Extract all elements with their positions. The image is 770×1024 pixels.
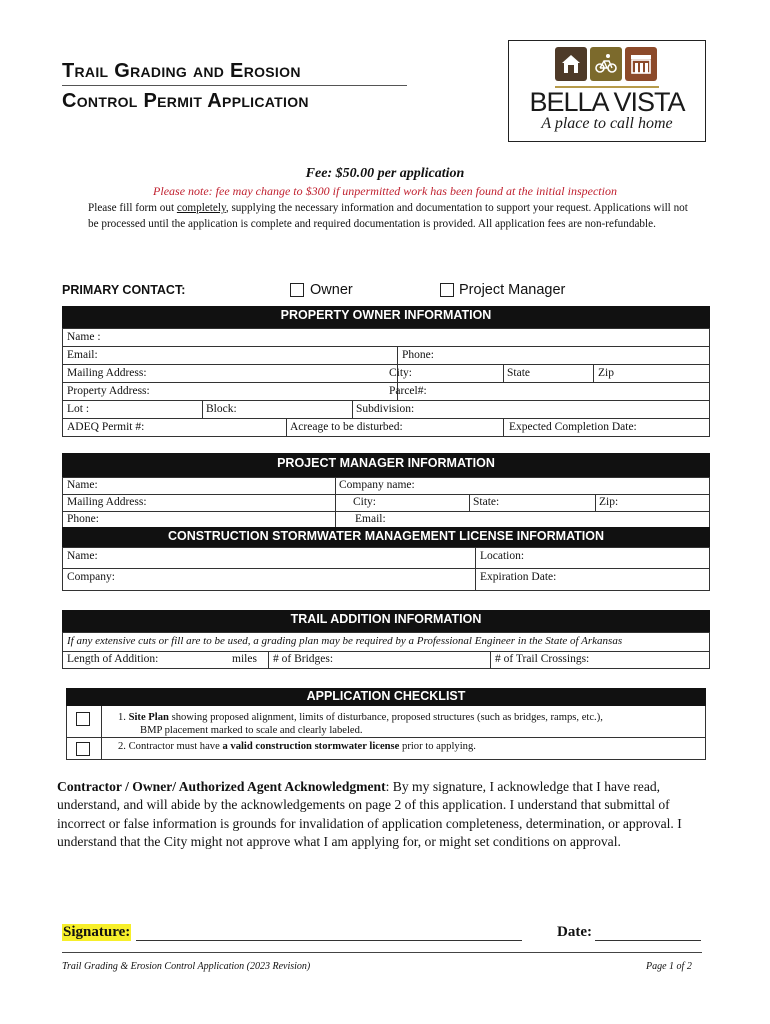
- date-label: Date:: [557, 924, 592, 940]
- pm-zip-field[interactable]: Zip:: [599, 496, 619, 508]
- logo-tagline: A place to call home: [541, 115, 673, 132]
- bella-vista-logo: [508, 40, 706, 142]
- fee-note: Please note: fee may change to $300 if unpermitted work has been found at the initial inspection: [153, 184, 617, 198]
- license-company-field[interactable]: Company:: [67, 571, 115, 583]
- owner-phone-field[interactable]: Phone:: [402, 349, 434, 361]
- checklist-site-plan-checkbox[interactable]: [76, 712, 90, 726]
- house-icon: [555, 47, 587, 81]
- bicycle-icon: [590, 47, 622, 81]
- owner-row-divider: [62, 400, 710, 401]
- owner-mailing-field[interactable]: Mailing Address:: [67, 367, 147, 379]
- pm-state-field[interactable]: State:: [473, 496, 500, 508]
- checklist-license-checkbox[interactable]: [76, 742, 90, 756]
- checklist-section-header: APPLICATION CHECKLIST: [66, 688, 706, 706]
- trail-col-divider: [268, 651, 269, 669]
- pm-row-divider: [62, 494, 710, 495]
- owner-adeq-field[interactable]: ADEQ Permit #:: [67, 421, 145, 433]
- checklist-item1-bold: Site Plan: [128, 712, 169, 723]
- storefront-icon: [625, 47, 657, 81]
- pm-col-divider: [335, 477, 336, 529]
- pm-col-divider: [469, 494, 470, 511]
- owner-subdivision-field[interactable]: Subdivision:: [356, 403, 415, 415]
- acknowledgment-text: : By my signature, I acknowledge that I have read, understand, and will abide by the acknowledgements on page 2 of this application. I understand that submittal of incorrect or false information is grounds for invalidation of application completeness, determination, or approval. I understand that the City might not approve what I am applying for, or might set conditions on approval.: [57, 779, 682, 850]
- fee-text: Fee: $50.00 per application: [305, 166, 465, 181]
- owner-checkbox-label: Owner: [310, 282, 353, 298]
- trail-row-divider: [62, 651, 710, 652]
- owner-col-divider: [352, 400, 353, 418]
- owner-completion-field[interactable]: Expected Completion Date:: [509, 421, 637, 433]
- owner-zip-field[interactable]: Zip: [598, 367, 614, 379]
- footer-page-number: Page 1 of 2: [646, 961, 692, 972]
- owner-col-divider: [286, 418, 287, 437]
- trail-section-header: TRAIL ADDITION INFORMATION: [62, 610, 710, 632]
- owner-row-divider: [62, 418, 710, 419]
- pm-phone-field[interactable]: Phone:: [67, 513, 99, 525]
- signature-line[interactable]: [136, 940, 522, 941]
- owner-name-field[interactable]: Name :: [67, 331, 101, 343]
- trail-miles-unit: miles: [232, 653, 257, 665]
- owner-row-divider: [62, 364, 710, 365]
- title-line-2: Control Permit Application: [62, 90, 309, 112]
- pm-mailing-field[interactable]: Mailing Address:: [67, 496, 147, 508]
- instructions-a: Please fill form out: [88, 202, 177, 214]
- pm-email-field[interactable]: Email:: [355, 513, 386, 525]
- owner-col-divider: [503, 418, 504, 437]
- pm-col-divider: [595, 494, 596, 511]
- trail-note: If any extensive cuts or fill are to be used, a grading plan may be required by a Professional Engineer in the State of Arkansas: [67, 635, 623, 647]
- title-divider: [62, 85, 407, 86]
- license-col-divider: [475, 547, 476, 591]
- owner-property-field[interactable]: Property Address:: [67, 385, 150, 397]
- license-section-header: CONSTRUCTION STORMWATER MANAGEMENT LICENSE INFORMATION: [62, 527, 710, 547]
- owner-col-divider: [593, 364, 594, 382]
- logo-name: BELLA VISTA: [529, 87, 685, 117]
- owner-block-field[interactable]: Block:: [206, 403, 237, 415]
- license-row-divider: [62, 568, 710, 569]
- owner-section-header: PROPERTY OWNER INFORMATION: [62, 306, 710, 328]
- owner-email-field[interactable]: Email:: [67, 349, 98, 361]
- acknowledgment-paragraph: [57, 778, 707, 852]
- owner-lot-field[interactable]: Lot :: [67, 403, 90, 415]
- license-table: [62, 547, 710, 591]
- checklist-col-divider: [101, 706, 102, 760]
- pm-city-field[interactable]: City:: [353, 496, 377, 508]
- owner-row-divider: [62, 382, 710, 383]
- footer-document-title: Trail Grading & Erosion Control Application (2023 Revision): [62, 961, 311, 972]
- license-location-field[interactable]: Location:: [480, 550, 525, 562]
- owner-city-field[interactable]: City:: [389, 367, 413, 379]
- owner-row-divider: [62, 346, 710, 347]
- trail-crossings-field[interactable]: # of Trail Crossings:: [495, 653, 590, 665]
- owner-acreage-field[interactable]: Acreage to be disturbed:: [290, 421, 403, 433]
- owner-state-field[interactable]: State: [507, 367, 530, 379]
- owner-parcel-field[interactable]: Parcel#:: [389, 385, 427, 397]
- pm-section-header: PROJECT MANAGER INFORMATION: [62, 453, 710, 477]
- instructions-b: , supplying the necessary information and documentation to support your request. Applications will not be processed until the application is complete and required documentation is provided. All application fees are non-refundable.: [88, 202, 688, 231]
- checklist-item2-bold: a valid construction stormwater license: [222, 741, 400, 752]
- primary-contact-label: PRIMARY CONTACT:: [62, 283, 186, 297]
- checklist-row-divider: [66, 737, 706, 738]
- trail-bridges-field[interactable]: # of Bridges:: [273, 653, 334, 665]
- logo-icons: [555, 47, 659, 85]
- owner-col-divider: [503, 364, 504, 382]
- title-line-1: Trail Grading and Erosion: [62, 60, 301, 82]
- project-manager-checkbox[interactable]: [440, 283, 454, 297]
- trail-length-field[interactable]: Length of Addition:: [67, 653, 159, 665]
- footer-divider: [62, 952, 702, 953]
- license-expiration-field[interactable]: Expiration Date:: [480, 571, 557, 583]
- project-manager-checkbox-label: Project Manager: [459, 282, 566, 298]
- acknowledgment-title: Contractor / Owner/ Authorized Agent Acknowledgment: [57, 779, 386, 794]
- checklist-item1-num: 1.: [118, 712, 129, 723]
- owner-checkbox[interactable]: [290, 283, 304, 297]
- checklist-item1-text: showing proposed alignment, limits of disturbance, proposed structures (such as bridges, ramps, etc.),: [168, 712, 603, 723]
- signature-label: Signature:: [63, 924, 131, 940]
- trail-col-divider: [490, 651, 491, 669]
- date-line[interactable]: [595, 940, 701, 941]
- checklist-item-site-plan: [118, 711, 703, 724]
- checklist-item2-post: prior to applying.: [399, 741, 476, 752]
- pm-row-divider: [62, 511, 710, 512]
- checklist-item-license: [118, 740, 476, 753]
- license-name-field[interactable]: Name:: [67, 550, 98, 562]
- checklist-item-site-plan-cont: BMP placement marked to scale and clearly labeled.: [140, 725, 363, 736]
- instructions: [88, 200, 688, 233]
- page-title: [62, 56, 410, 116]
- owner-col-divider: [202, 400, 203, 418]
- pm-name-field[interactable]: Name:: [67, 479, 98, 491]
- instructions-underline: completely: [176, 202, 226, 214]
- pm-company-field[interactable]: Company name:: [339, 479, 415, 491]
- checklist-item2-pre: 2. Contractor must have: [118, 741, 223, 752]
